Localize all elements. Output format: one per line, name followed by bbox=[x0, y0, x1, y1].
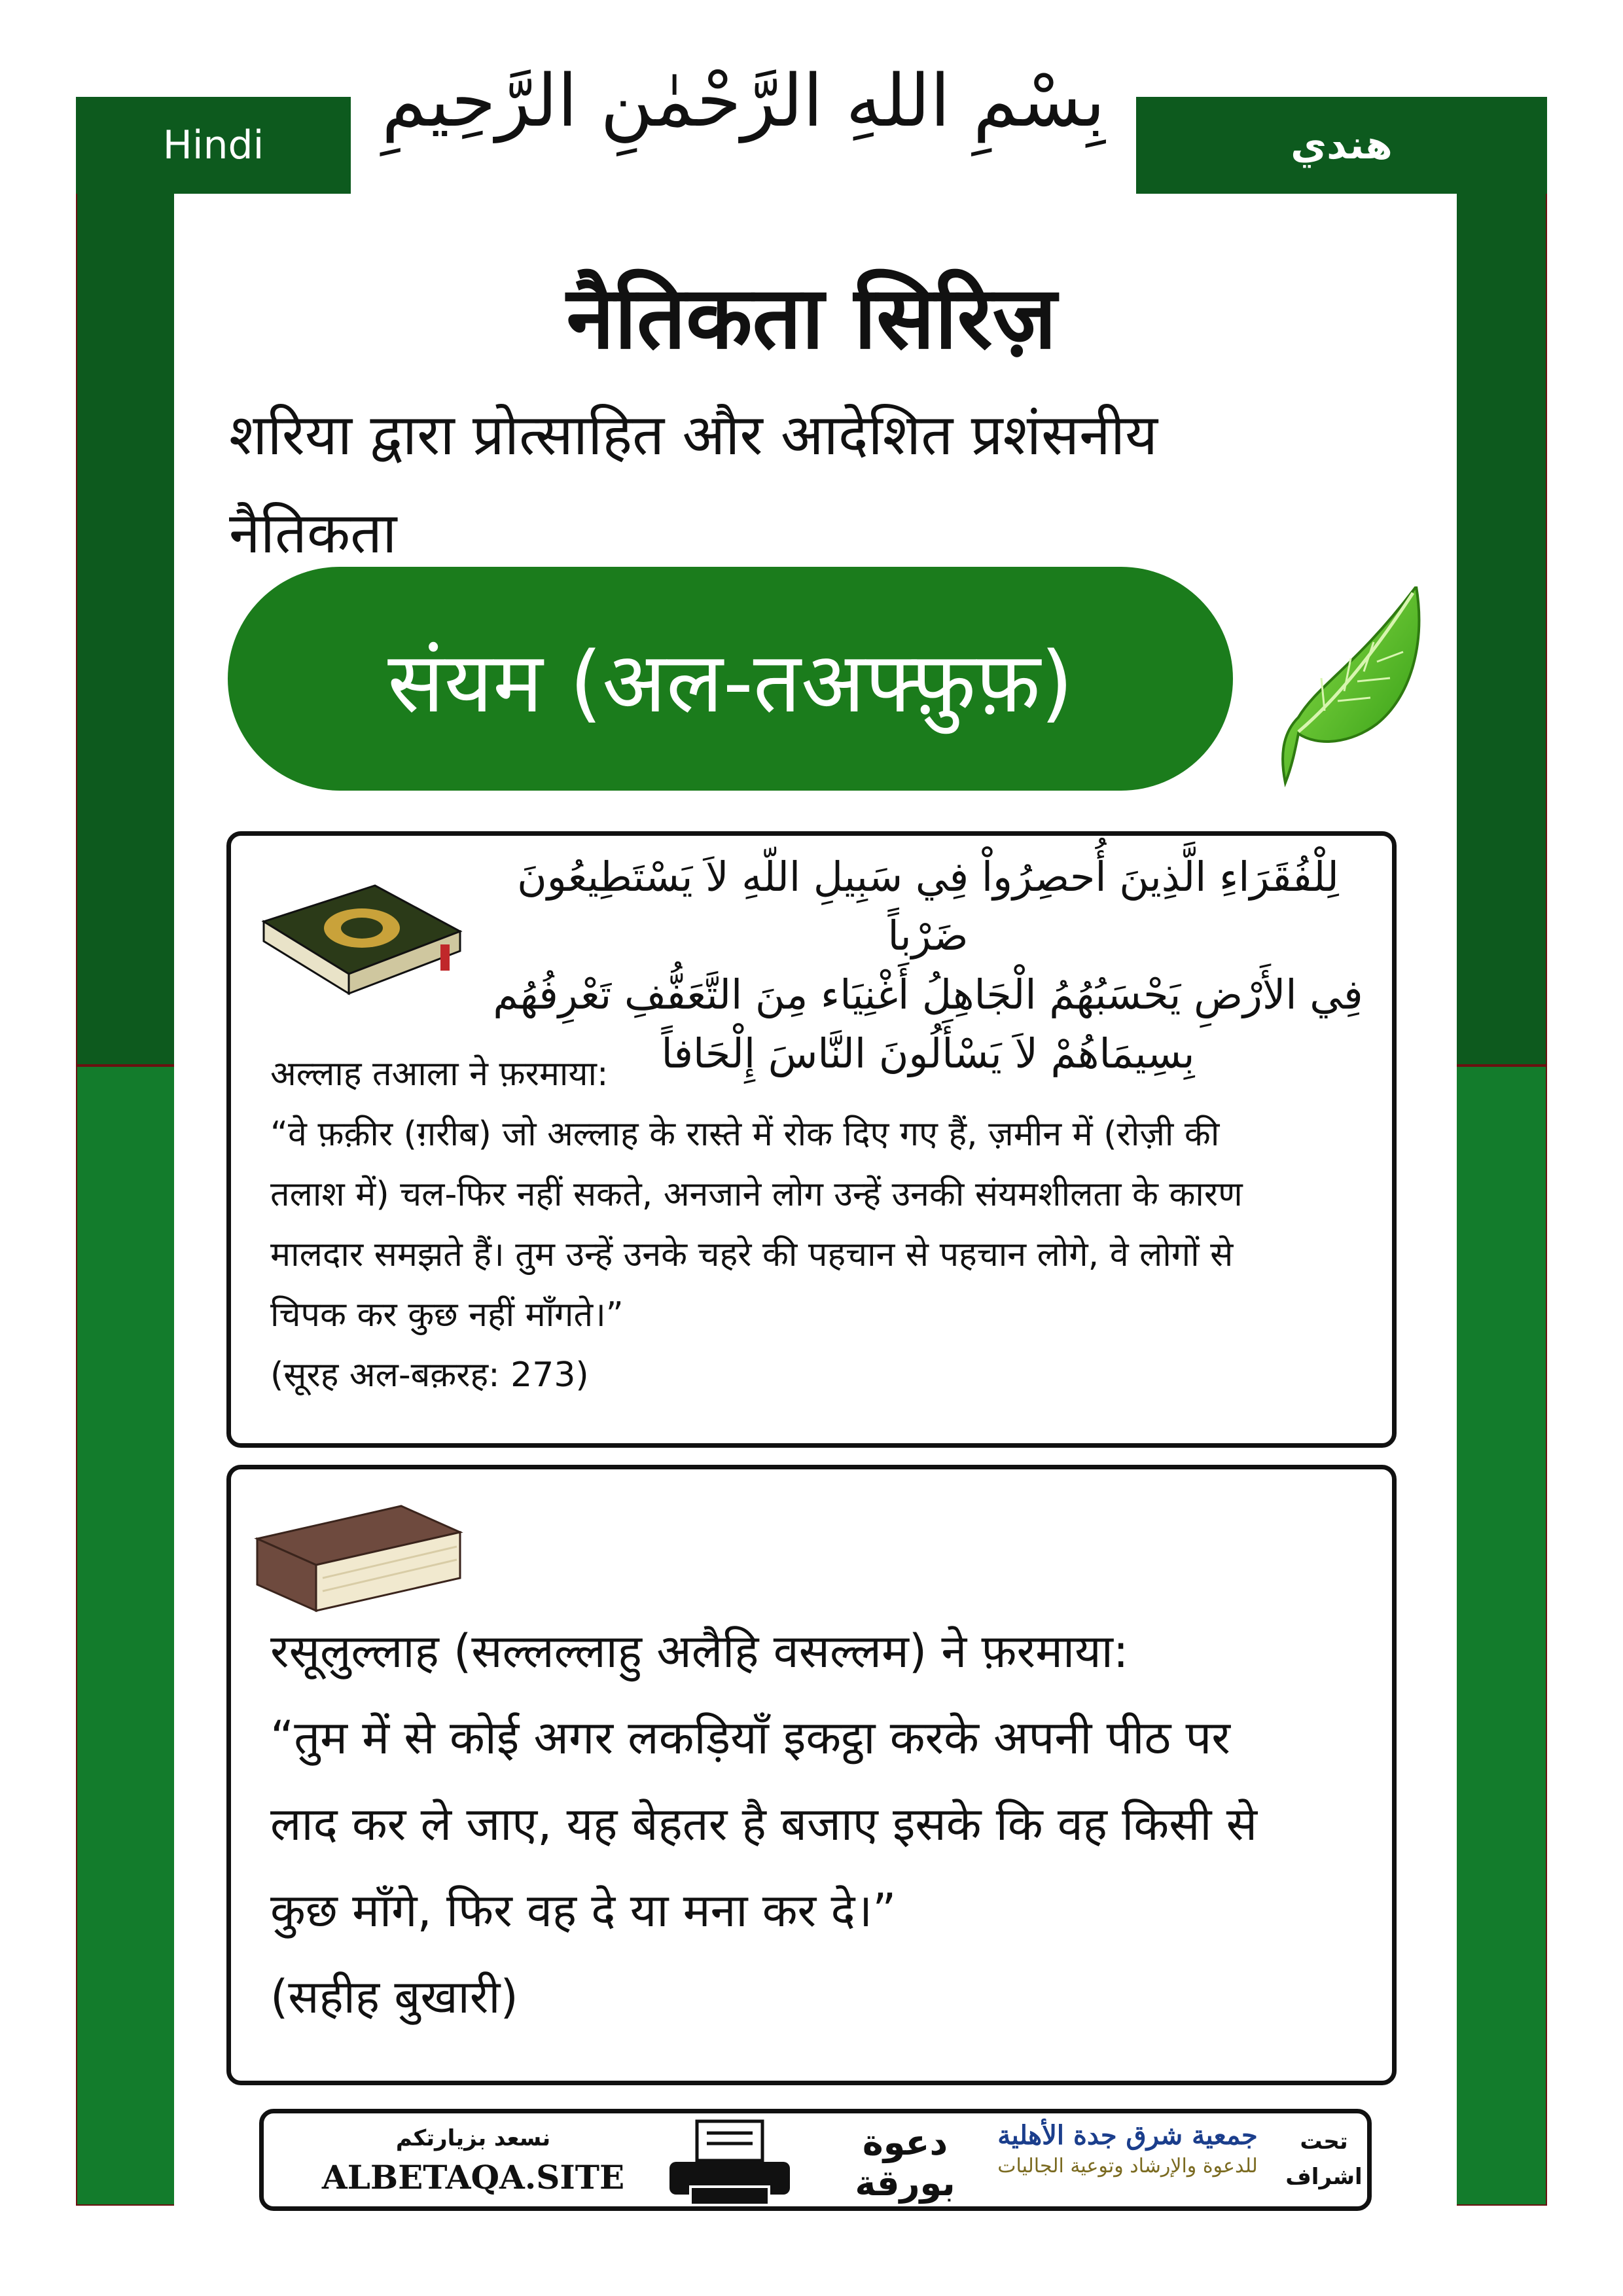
quran-verse-box bbox=[226, 831, 1397, 1448]
supervision-line: تحت bbox=[1300, 2128, 1348, 2155]
verse-translation bbox=[270, 1044, 1376, 1405]
translation-line: मालदार समझते हैं। तुम उन्हें उनके चहरे की पहचान से पहचान लोगे, वे लोगों से bbox=[270, 1235, 1234, 1274]
basmala-calligraphy: بِسْمِ اللهِ الرَّحْمٰنِ الرَّحِيمِ bbox=[382, 59, 1105, 143]
arabic-verse-line: فِي الأَرْضِ يَحْسَبُهُمُ الْجَاهِلُ أَغْنِيَاء مِنَ التَّعَفُّفِ تَعْرِفُهُم bbox=[493, 971, 1363, 1018]
dawah-logo bbox=[840, 2117, 971, 2209]
translation-line: चिपक कर कुछ नहीं माँगते।” bbox=[270, 1295, 624, 1335]
arabic-verse-line: لِلْفُقَرَاءِ الَّذِينَ أُحصِرُواْ فِي سَبِيلِ اللّهِ لاَ يَسْتَطِيعُونَ ضَرْباً bbox=[517, 853, 1339, 960]
language-tab-arabic: هندي bbox=[1136, 97, 1547, 194]
hadith-line: “तुम में से कोई अगर लकड़ियाँ इकट्ठा करके अपनी पीठ पर bbox=[270, 1711, 1230, 1765]
supervision-line: اشراف bbox=[1285, 2164, 1363, 2190]
translation-line: “वे फ़क़ीर (ग़रीब) जो अल्लाह के रास्ते में रोक दिए गए हैं, ज़मीन में (रोज़ी की bbox=[270, 1115, 1220, 1154]
org-name: جمعية شرق جدة الأهلية bbox=[997, 2120, 1258, 2151]
translation-line: अल्लाह तआला ने फ़रमाया: bbox=[270, 1054, 609, 1094]
basmala-area bbox=[351, 39, 1136, 209]
welcome-text: نسعد بزيارتكم bbox=[395, 2125, 551, 2151]
hadith-line: लाद कर ले जाए, यह बेहतर है बजाए इसके कि वह किसी से bbox=[270, 1797, 1258, 1851]
hadith-line: कुछ माँगे, फिर वह दे या मना कर दे।” bbox=[270, 1884, 897, 1937]
org-subtitle: للدعوة والإرشاد وتوعية الجاليات bbox=[997, 2155, 1258, 2178]
arabic-verse-line: بِسِيمَاهُمْ لاَ يَسْأَلُونَ النَّاسَ إِلْحَافاً bbox=[661, 1030, 1195, 1077]
verse-reference: (सूरह अल-बक़रह: 273) bbox=[270, 1355, 589, 1395]
hadith-text bbox=[270, 1608, 1376, 2040]
logo-line: دعوة bbox=[862, 2122, 948, 2163]
organization-logo bbox=[990, 2120, 1265, 2178]
subtitle-line: नैतिकता bbox=[229, 501, 397, 566]
printer-icon bbox=[664, 2119, 795, 2208]
site-link[interactable]: ALBETAQA.SITE bbox=[321, 2158, 625, 2197]
hadith-box bbox=[226, 1465, 1397, 2085]
quran-book-icon bbox=[251, 859, 467, 1010]
translation-line: तलाश में) चल-फिर नहीं सकते, अनजाने लोग उन्हें उनकी संयमशीलता के कारण bbox=[270, 1175, 1243, 1214]
leaf-icon bbox=[1259, 586, 1429, 796]
hadith-line: रसूलुल्लाह (सल्लल्लाहु अलैहि वसल्लम) ने फ़रमाया: bbox=[270, 1624, 1129, 1678]
hadith-reference: (सहीह बुखारी) bbox=[270, 1970, 518, 2024]
logo-line: بورقة bbox=[855, 2162, 955, 2204]
topic-banner: संयम (अल-तअफ्फ़ुफ़) bbox=[228, 567, 1233, 791]
series-title: नैतिकता सिरिज़ bbox=[566, 268, 1057, 368]
footer-bar bbox=[259, 2109, 1372, 2211]
subtitle bbox=[229, 386, 1342, 583]
language-tab-hindi: Hindi bbox=[76, 97, 351, 194]
supervision-label bbox=[1285, 2124, 1363, 2195]
subtitle-line: शरिया द्वारा प्रोत्साहित और आदेशित प्रशंसनीय bbox=[229, 403, 1158, 468]
book-icon bbox=[251, 1493, 467, 1624]
